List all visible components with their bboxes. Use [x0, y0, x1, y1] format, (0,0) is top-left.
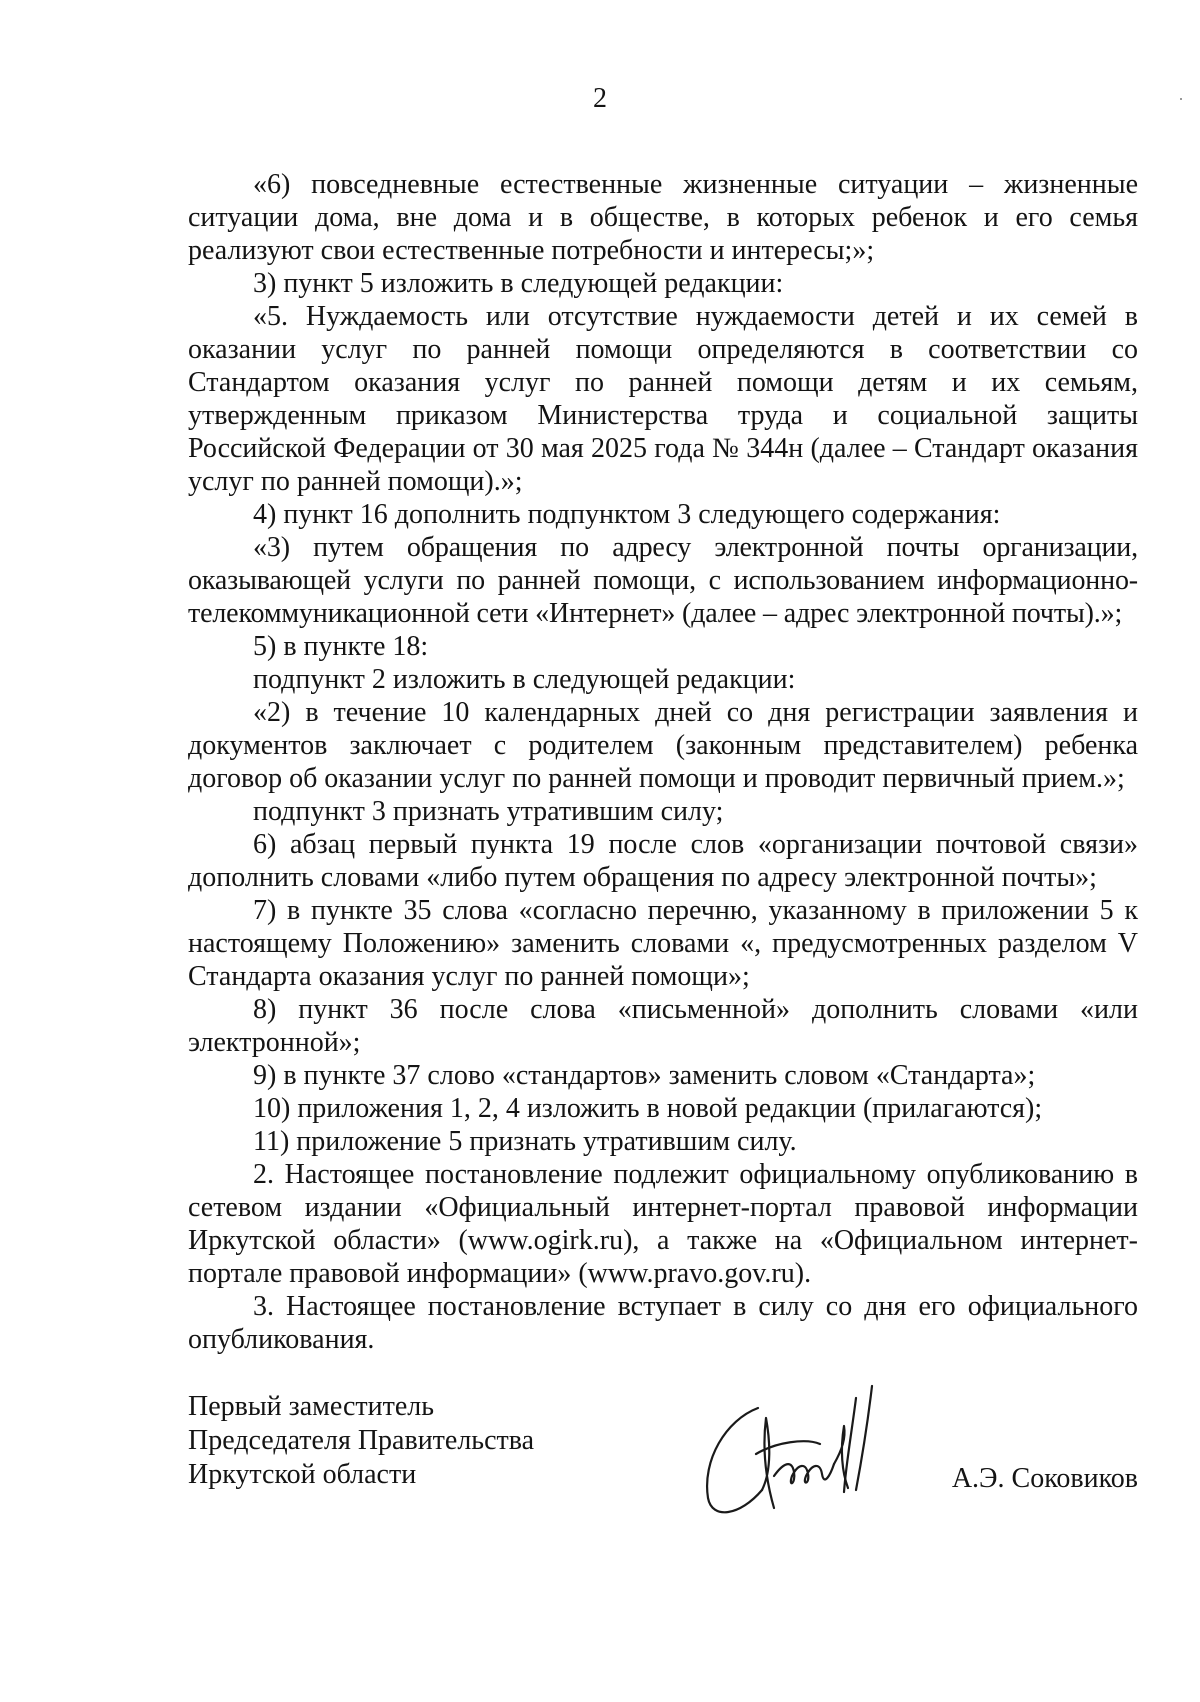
paragraph-point-5-text: «5. Нуждаемость или отсутствие нуждаемости детей и их семей в оказании услуг по ранней помощи определяются в соответствии со Стандартом оказания услуг по ранней помощи детям и их семьям, утвержденным приказом Министерства труда и социальной защиты Российской Федерации от 30 мая 2025 года № 344н (далее – Стандарт оказания услуг по ранней помощи).»; [188, 301, 1138, 497]
paragraph-point-9: 9) в пункте 37 слово «стандартов» заменить словом «Стандарта»; [253, 1060, 1036, 1091]
page-number: 2 [593, 83, 607, 114]
paragraph-point-4: 4) пункт 16 дополнить подпунктом 3 следующего содержания: [253, 499, 1001, 530]
signatory-title [188, 1390, 534, 1492]
paragraph-section-2: 2. Настоящее постановление подлежит официальному опубликованию в сетевом издании «Официальный интернет-портал правовой информации Иркутской области» (www.ogirk.ru), а также на «Официальном интернет-портале правовой информации» (www.pravo.gov.ru). [188, 1159, 1138, 1289]
signatory-title-line: Иркутской области [188, 1459, 417, 1490]
paragraph-subpoint-2-text: «2) в течение 10 календарных дней со дня регистрации заявления и документов заключает с родителем (законным представителем) ребенка договор об оказании услуг по ранней помощи и проводит первичный прием.»; [188, 697, 1138, 794]
signatory-title-line: Председателя Правительства [188, 1425, 535, 1456]
paragraph-point-10: 10) приложения 1, 2, 4 изложить в новой редакции (прилагаются); [253, 1093, 1043, 1124]
paragraph-subpoint-2-intro: подпункт 2 изложить в следующей редакции: [253, 664, 796, 695]
paragraph-subpoint-3-void: подпункт 3 признать утратившим силу; [253, 796, 724, 827]
handwritten-signature [696, 1380, 896, 1530]
paragraph-point-6: 6) абзац первый пункта 19 после слов «организации почтовой связи» дополнить словами «либо путем обращения по адресу электронной почты»; [188, 829, 1138, 893]
signatory-name: А.Э. Соковиков [951, 1463, 1138, 1494]
signatory-title-line: Первый заместитель [188, 1391, 435, 1422]
paragraph-point-7: 7) в пункте 35 слова «согласно перечню, указанному в приложении 5 к настоящему Положению» заменить словами «, предусмотренных разделом V Стандарта оказания услуг по ранней помощи»; [188, 895, 1138, 992]
paragraph-point-3: 3) пункт 5 изложить в следующей редакции: [253, 268, 784, 299]
signature-block [188, 1390, 1138, 1540]
paragraph-item-6: «6) повседневные естественные жизненные ситуации – жизненные ситуации дома, вне дома и в обществе, в которых ребенок и его семья реализуют свои естественные потребности и интересы;»; [188, 169, 1138, 266]
paragraph-point-11: 11) приложение 5 признать утратившим силу. [253, 1126, 797, 1157]
paragraph-subpoint-3: «3) путем обращения по адресу электронной почты организации, оказывающей услуги по ранней помощи, с использованием информационно-телекоммуникационной сети «Интернет» (далее – адрес электронной почты).»; [188, 532, 1138, 629]
paragraph-point-5: 5) в пункте 18: [253, 631, 429, 662]
document-body [188, 168, 1138, 1356]
paragraph-point-8: 8) пункт 36 после слова «письменной» дополнить словами «или электронной»; [188, 994, 1138, 1058]
paragraph-section-3: 3. Настоящее постановление вступает в силу со дня его официального опубликования. [188, 1291, 1138, 1355]
